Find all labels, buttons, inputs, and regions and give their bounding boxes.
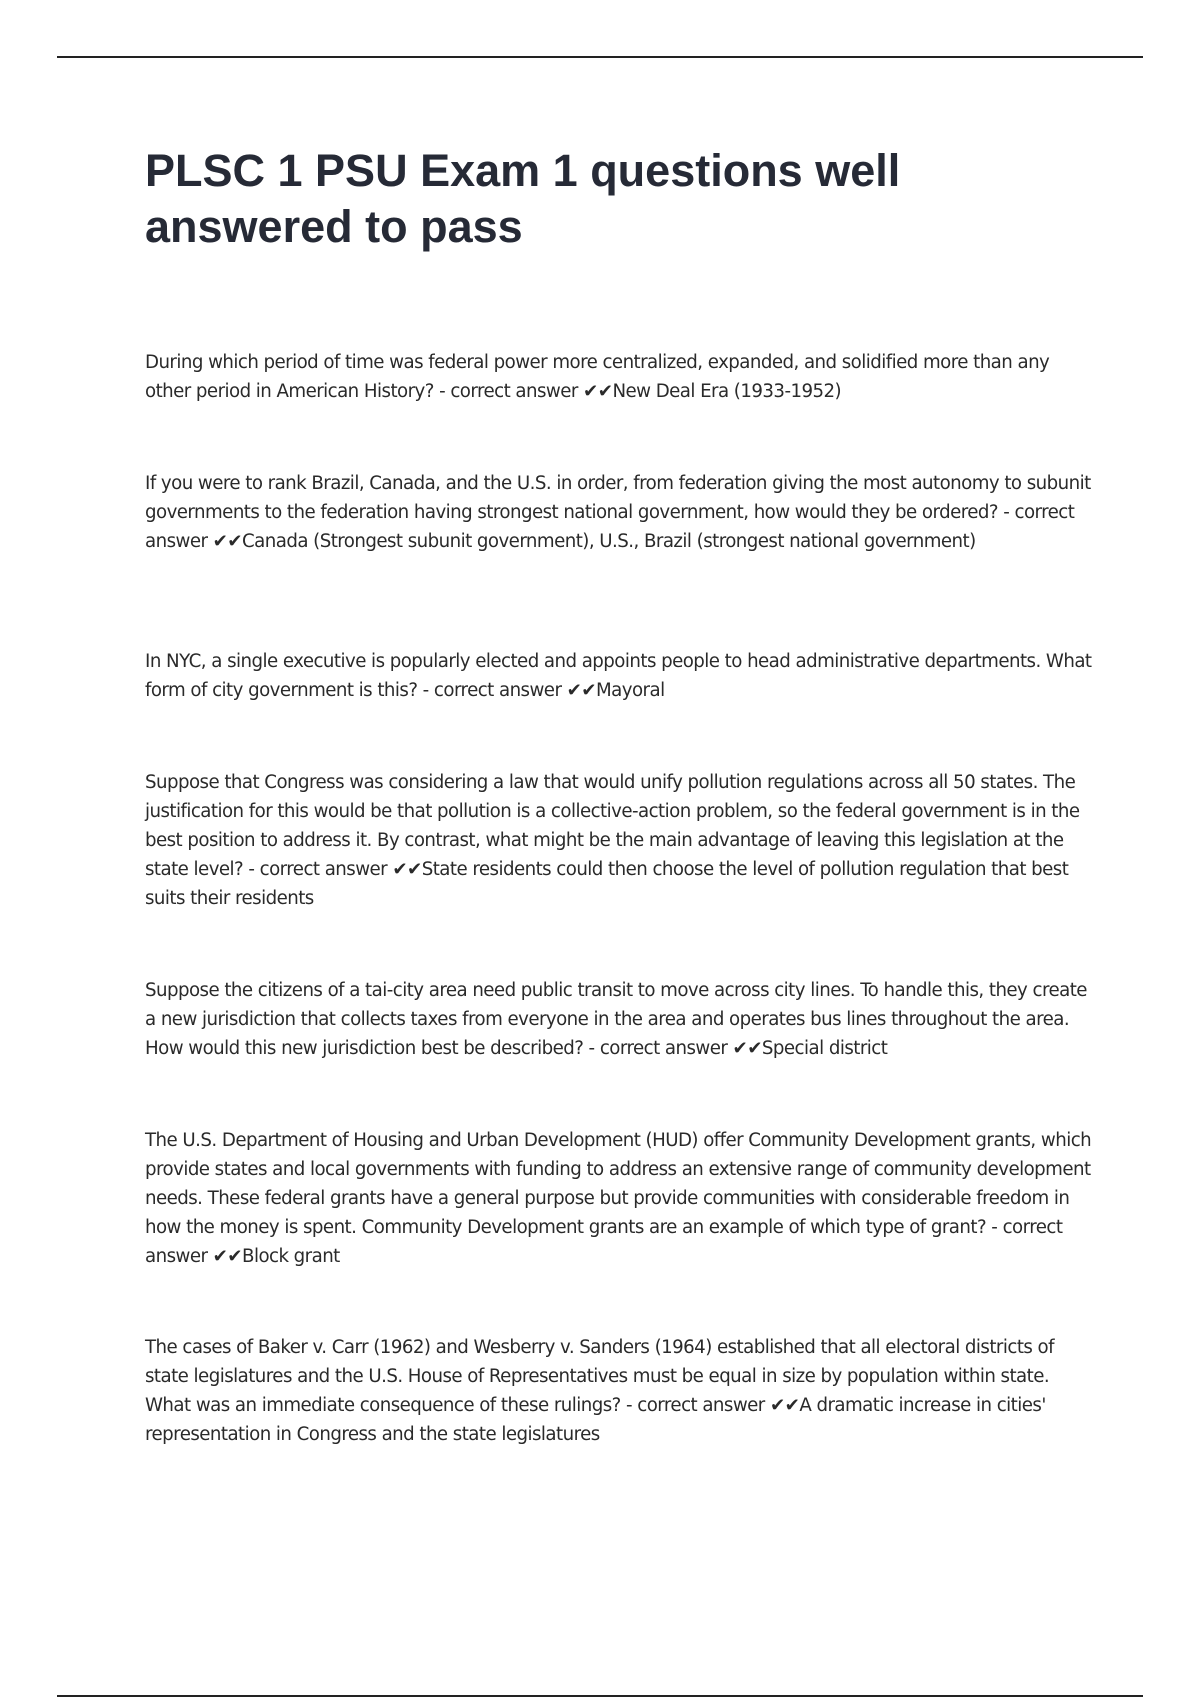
qa-item-2 (145, 469, 1095, 556)
answer-label: correct answer (450, 381, 578, 402)
qa-item-4 (145, 768, 1095, 913)
document-title: PLSC 1 PSU Exam 1 questions well answered to pass (145, 145, 901, 252)
answer-label: correct answer (145, 502, 1075, 552)
check-icon: ✔✔ (577, 381, 613, 402)
qa-item-3 (145, 647, 1095, 705)
separator: - (986, 1217, 1003, 1238)
separator: - (243, 859, 260, 880)
question-text: The cases of Baker v. Carr (1962) and Wesberry v. Sanders (1964) established that all electoral districts of state legislatures and the U.S. House of Representatives must be equal in size by population within state. What was an immediate consequence of these rulings? (145, 1337, 1054, 1416)
separator: - (433, 381, 451, 402)
check-icon: ✔✔ (207, 531, 243, 552)
answer-text: Special district (761, 1038, 888, 1059)
separator: - (583, 1038, 600, 1059)
separator: - (620, 1395, 638, 1416)
qa-item-6 (145, 1126, 1095, 1271)
question-text: If you were to rank Brazil, Canada, and the U.S. in order, from federation giving the most autonomy to subunit governments to the federation having strongest national government, how would they be ordered? (145, 473, 1091, 523)
answer-text: State residents could then choose the level of pollution regulation that best suits their residents (145, 859, 1069, 909)
answer-label: correct answer (599, 1038, 728, 1059)
answer-label: correct answer (637, 1395, 765, 1416)
separator: - (417, 680, 434, 701)
bottom-divider (57, 1695, 1143, 1697)
question-text: The U.S. Department of Housing and Urban Development (HUD) offer Community Development grants, which provide states and local governments with funding to address an extensive range of community development needs. These federal grants have a general purpose but provide communities with considerable freedom in how the money is spent. Community Development grants are an example of which type of grant? (145, 1130, 1092, 1238)
separator: - (998, 502, 1015, 523)
qa-item-7 (145, 1333, 1095, 1449)
question-text: Suppose that Congress was considering a law that would unify pollution regulations across all 50 states. The justification for this would be that pollution is a collective-action problem, so the federal government is in the best position to address it. By contrast, what might be the main advantage of leaving this legislation at the state level? (145, 772, 1080, 880)
answer-text: New Deal Era (1933-1952) (612, 381, 842, 402)
check-icon: ✔✔ (207, 1246, 243, 1267)
answer-label: correct answer (145, 1217, 1063, 1267)
answer-text: Mayoral (596, 680, 665, 701)
qa-item-5 (145, 976, 1095, 1063)
question-text: During which period of time was federal power more centralized, expanded, and solidified more than any other period in American History? (145, 352, 1050, 402)
answer-text: Block grant (242, 1246, 340, 1267)
answer-text: A dramatic increase in cities' representation in Congress and the state legislatures (145, 1395, 1046, 1445)
answer-label: correct answer (259, 859, 388, 880)
check-icon: ✔✔ (387, 859, 422, 880)
check-icon: ✔✔ (727, 1038, 762, 1059)
check-icon: ✔✔ (764, 1395, 800, 1416)
check-icon: ✔✔ (561, 680, 597, 701)
answer-label: correct answer (433, 680, 562, 701)
top-divider (57, 56, 1143, 58)
question-text: Suppose the citizens of a tai-city area need public transit to move across city lines. To handle this, they create a new jurisdiction that collects taxes from everyone in the area and operates bus lines throughout the area. How would this new jurisdiction best be described? (145, 980, 1087, 1059)
answer-text: Canada (Strongest subunit government), U.S., Brazil (strongest national government) (242, 531, 976, 552)
qa-item-1 (145, 348, 1095, 406)
question-text: In NYC, a single executive is popularly elected and appoints people to head administrative departments. What form of city government is this? (145, 651, 1092, 701)
